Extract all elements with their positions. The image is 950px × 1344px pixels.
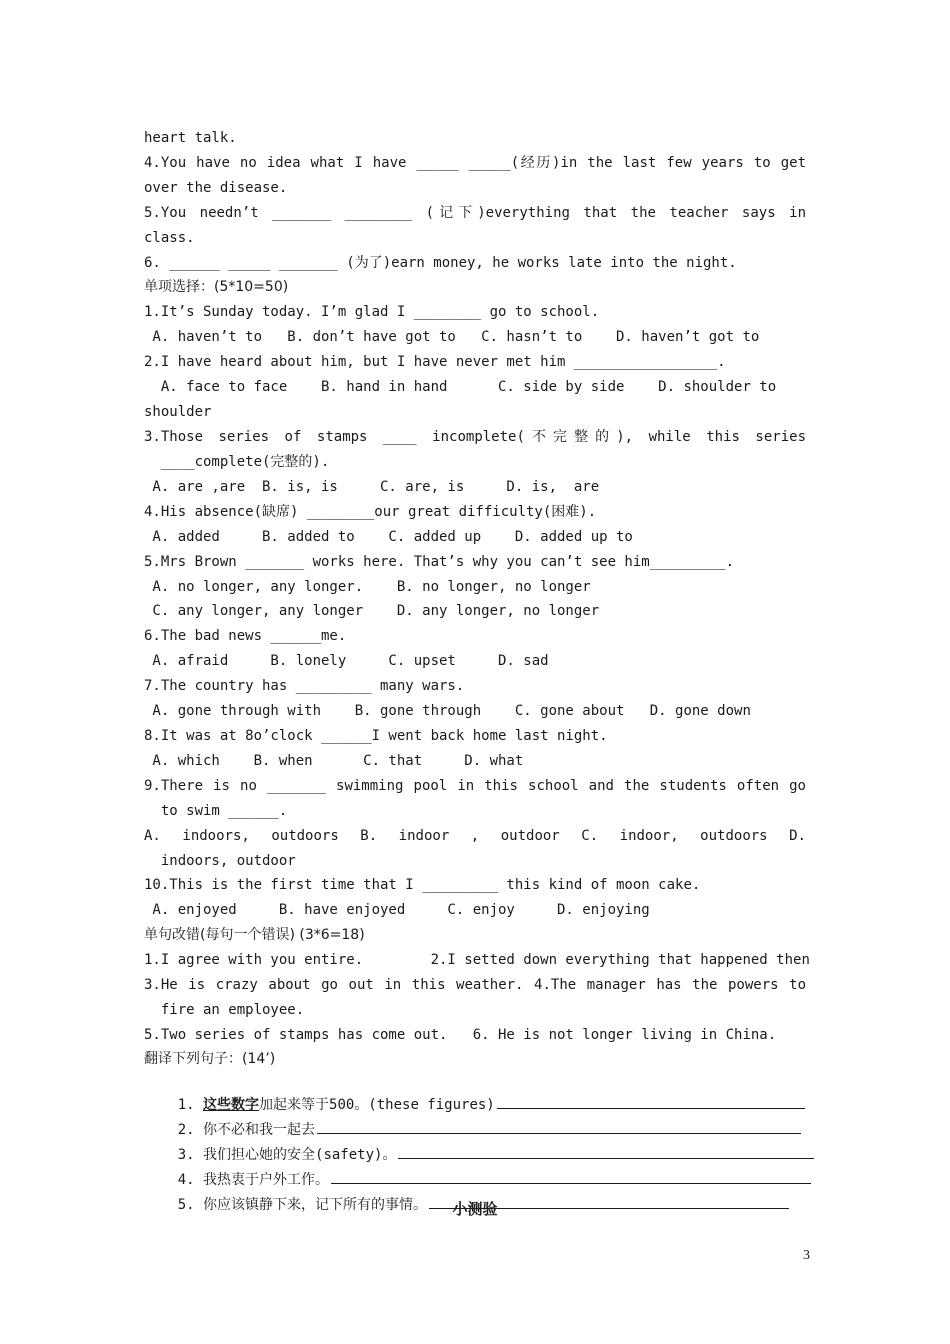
section-title-error-correction: 单句改错(每句一个错误) (3*6=18) bbox=[144, 927, 365, 943]
options-line: A. are ,are B. is, is C. are, is D. is, are bbox=[144, 479, 600, 495]
item-number: 3. bbox=[177, 1147, 195, 1163]
text-line: over the disease. bbox=[144, 180, 288, 196]
question-line: to swim ______. bbox=[144, 803, 288, 819]
item-text: 我们担心她的安全(safety)。 bbox=[203, 1147, 397, 1163]
text-line: class. bbox=[144, 230, 195, 246]
options-line: A. face to face B. hand in hand C. side by side D. shoulder to bbox=[144, 379, 777, 395]
question-line: 3.Those series of stamps ____ incomplete(不完整的), while this series bbox=[144, 429, 806, 445]
options-line: A. afraid B. lonely C. upset D. sad bbox=[144, 653, 549, 669]
text-line: 5.You needn’t _______ ________ (记下)everything that the teacher says in bbox=[144, 205, 806, 221]
translation-item bbox=[144, 1074, 806, 1113]
options-line: indoors, outdoor bbox=[144, 853, 296, 869]
section-title-multiple-choice: 单项选择：(5*10=50) bbox=[144, 279, 289, 295]
question-line: 7.The country has _________ many wars. bbox=[144, 678, 465, 694]
options-line: A. added B. added to C. added up D. added up to bbox=[144, 529, 633, 545]
item-number: 5. bbox=[177, 1197, 195, 1213]
question-line: 2.I have heard about him, but I have never met him _________________. bbox=[144, 354, 726, 370]
item-text: 你应该镇静下来，记下所有的事情。 bbox=[203, 1197, 428, 1213]
question-line: 8.It was at 8o’clock ______I went back home last night. bbox=[144, 728, 608, 744]
text-line: 4.You have no idea what I have _____ _____(经历)in the last few years to get bbox=[144, 155, 806, 171]
options-line: A. gone through with B. gone through C. gone about D. gone down bbox=[144, 703, 751, 719]
question-line: 6.The bad news ______me. bbox=[144, 628, 347, 644]
section-title-translation: 翻译下列句子：(14’) bbox=[144, 1051, 276, 1067]
question-line: 3.He is crazy about go out in this weather. 4.The manager has the powers to bbox=[144, 977, 806, 993]
options-line: A. no longer, any longer. B. no longer, no longer bbox=[144, 579, 591, 595]
underlined-phrase: 这些数字 bbox=[203, 1097, 260, 1113]
translation-item bbox=[144, 1099, 806, 1138]
options-line: C. any longer, any longer D. any longer, no longer bbox=[144, 603, 600, 619]
item-text: 加起来等于500。(these figures) bbox=[259, 1097, 495, 1113]
text-line: 6. ______ _____ _______ (为了)earn money, he works late into the night. bbox=[144, 255, 737, 271]
translation-item bbox=[144, 1149, 806, 1188]
question-line: 5.Mrs Brown _______ works here. That’s why you can’t see him_________. bbox=[144, 554, 735, 570]
question-line: 10.This is the first time that I _________ this kind of moon cake. bbox=[144, 877, 701, 893]
question-line: 1.It’s Sunday today. I’m glad I ________ go to school. bbox=[144, 304, 600, 320]
options-line: A. indoors, outdoors B. indoor , outdoor C. indoor, outdoors D. bbox=[144, 828, 806, 844]
options-line: A. haven’t to B. don’t have got to C. hasn’t to D. haven’t got to bbox=[144, 329, 760, 345]
item-number: 2. bbox=[177, 1122, 195, 1138]
text-line: heart talk. bbox=[144, 130, 237, 146]
question-line: 9.There is no _______ swimming pool in this school and the students often go bbox=[144, 778, 806, 794]
question-line: 5.Two series of stamps has come out. 6. He is not longer living in China. bbox=[144, 1027, 777, 1043]
page-number: 3 bbox=[803, 1248, 810, 1263]
question-line: 4.His absence(缺席) ________our great difficulty(困难). bbox=[144, 504, 597, 520]
item-number: 1. bbox=[177, 1097, 195, 1113]
item-text: 我热衷于户外工作。 bbox=[203, 1172, 330, 1188]
question-line: ____complete(完整的). bbox=[144, 454, 330, 470]
question-line: 1.I agree with you entire. 2.I setted down everything that happened then bbox=[144, 952, 810, 968]
translation-item bbox=[144, 1124, 806, 1163]
item-text: 你不必和我一起去 bbox=[203, 1122, 316, 1138]
quiz-title: 小测验 bbox=[452, 1200, 498, 1218]
options-line: A. enjoyed B. have enjoyed C. enjoy D. enjoying bbox=[144, 902, 650, 918]
item-number: 4. bbox=[177, 1172, 195, 1188]
options-line: A. which B. when C. that D. what bbox=[144, 753, 524, 769]
question-line: fire an employee. bbox=[144, 1002, 305, 1018]
options-line: shoulder bbox=[144, 404, 212, 420]
